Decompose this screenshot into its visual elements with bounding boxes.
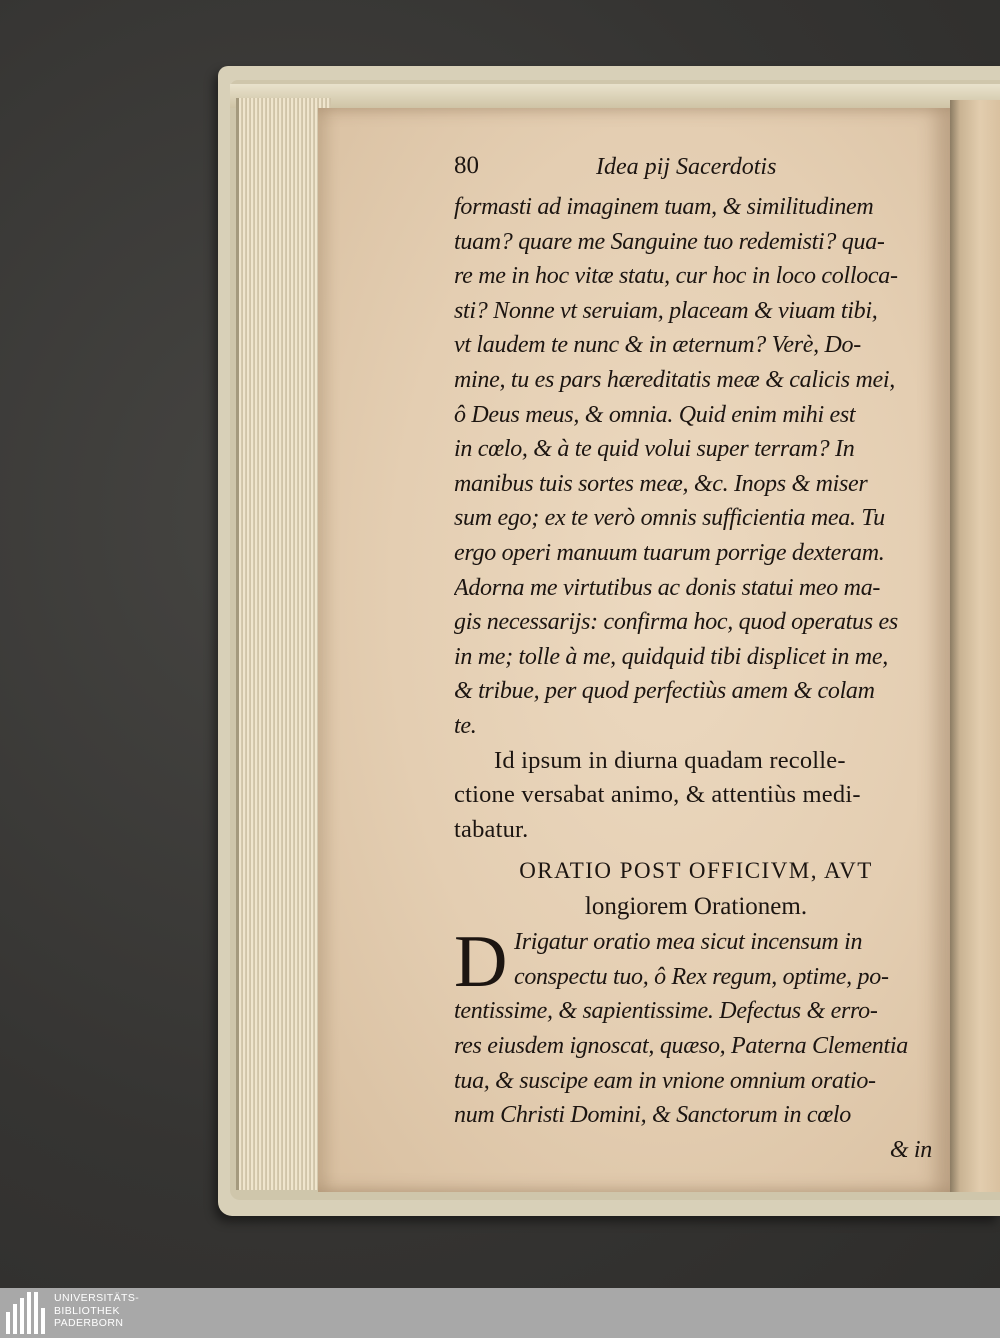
text-line: te. — [454, 712, 477, 739]
text-line: in me; tolle à me, quidquid tibi displicet in me, — [454, 643, 888, 670]
section-title: ORATIO POST OFFICIVM, AVT — [519, 858, 873, 884]
logo-line: PADERBORN — [54, 1317, 124, 1329]
page-text — [454, 150, 938, 1167]
text-line: tua, & suscipe eam in vnione omnium oratio- — [454, 1067, 876, 1094]
text-line: ctione versabat animo, & attentiùs medi- — [454, 781, 861, 809]
running-head: Idea pij Sacerdotis — [596, 154, 777, 180]
text-line: Id ipsum in diurna quadam recolle- — [494, 746, 846, 774]
text-line: tabatur. — [454, 815, 529, 843]
text-line: ô Deus meus, & omnia. Quid enim mihi est — [454, 401, 856, 428]
oratio-paragraph — [454, 921, 938, 1167]
page-header — [454, 150, 938, 190]
text-line: conspectu tuo, ô Rex regum, optime, po- — [514, 963, 889, 990]
page-number: 80 — [454, 152, 479, 179]
logo-line: UNIVERSITÄTS- — [54, 1292, 140, 1304]
text-line: sum ego; ex te verò omnis sufficientia mea. Tu — [454, 505, 885, 532]
library-footer — [0, 1288, 1000, 1338]
text-line: res eiusdem ignoscat, quæso, Paterna Clementia — [454, 1033, 908, 1060]
section-subtitle: longiorem Orationem. — [584, 893, 808, 921]
text-line: Irigatur oratio mea sicut incensum in — [514, 929, 863, 956]
text-line: mine, tu es pars hæreditatis meæ & calicis mei, — [454, 366, 895, 393]
text-line: num Christi Domini, & Sanctorum in cœlo — [454, 1102, 851, 1129]
library-logo-text — [54, 1292, 139, 1330]
text-line: Adorna me virtutibus ac donis statui meo ma- — [454, 574, 881, 601]
text-line: tentissime, & sapientissime. Defectus & erro- — [454, 998, 878, 1025]
text-line: manibus tuis sortes meæ, &c. Inops & miser — [454, 470, 868, 497]
text-line: gis necessarijs: confirma hoc, quod operatus es — [454, 609, 898, 636]
text-line: sti? Nonne vt seruiam, placeam & viuam tibi, — [454, 297, 878, 324]
text-line: tuam? quare me Sanguine tuo redemisti? qua- — [454, 228, 885, 255]
text-line: formasti ad imaginem tuam, & similitudinem — [454, 194, 874, 220]
library-logo-icon — [6, 1292, 46, 1334]
facing-page — [950, 100, 1000, 1192]
text-line: re me in hoc vitæ statu, cur hoc in loco colloca- — [454, 263, 898, 290]
catchword: & in — [889, 1136, 932, 1163]
drop-cap: D — [454, 921, 508, 1004]
text-line: in cœlo, & à te quid volui super terram? In — [454, 436, 855, 463]
text-line: ergo operi manuum tuarum porrige dexteram. — [454, 539, 885, 566]
logo-line: BIBLIOTHEK — [54, 1304, 120, 1317]
page-top-edge — [230, 84, 1000, 108]
prayer-paragraph — [454, 190, 938, 744]
page-edges — [236, 98, 331, 1190]
text-line: vt laudem te nunc & in æternum? Verè, Do- — [454, 332, 861, 359]
narrative-paragraph — [454, 744, 938, 848]
text-line: & tribue, per quod perfectiùs amem & colam — [454, 678, 875, 705]
